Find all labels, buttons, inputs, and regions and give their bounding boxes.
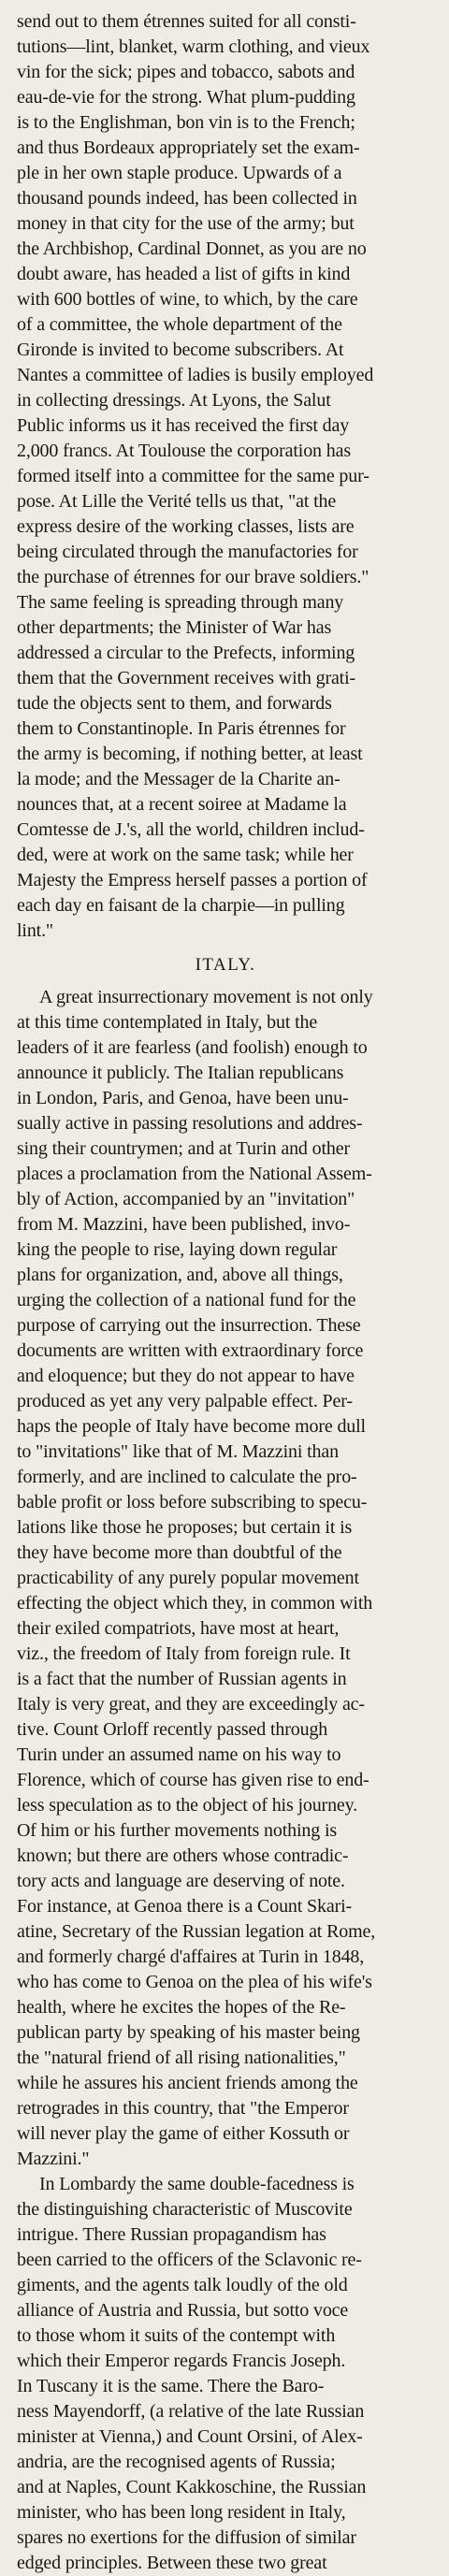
text-line: bly of Action, accompanied by an "invitation"	[17, 1189, 355, 1209]
text-line: pose. At Lille the Verité tells us that, "at the	[17, 491, 337, 512]
text-line: been carried to the officers of the Sclavonic re-	[17, 2250, 362, 2270]
text-line: Turin under an assumed name on his way to	[17, 1744, 341, 1765]
text-line: giments, and the agents talk loudly of the old	[17, 2275, 348, 2295]
text-line: who has come to Genoa on the plea of his wife's	[17, 1972, 372, 1992]
text-line: atine, Secretary of the Russian legation at Rome,	[17, 1921, 376, 1942]
text-line: known; but there are others whose contradic-	[17, 1845, 349, 1866]
text-line: purpose of carrying out the insurrection. These	[17, 1315, 361, 1336]
text-line: of a committee, the whole department of the	[17, 314, 342, 335]
text-line: their exiled compatriots, have most at heart,	[17, 1618, 340, 1639]
text-line: to "invitations" like that of M. Mazzini than	[17, 1441, 339, 1462]
text-line: Majesty the Empress herself passes a portion of	[17, 870, 368, 890]
text-line: they have become more than doubtful of the	[17, 1542, 342, 1563]
text-line: each day en faisant de la charpie—in pulling	[17, 895, 345, 916]
text-line: doubt aware, has headed a list of gifts in kind	[17, 264, 351, 284]
text-line: alliance of Austria and Russia, but sotto voce	[17, 2300, 349, 2321]
text-line: send out to them étrennes suited for all consti-	[17, 11, 356, 32]
text-line: the Archbishop, Cardinal Donnet, as you are no	[17, 239, 367, 259]
text-line: thousand pounds indeed, has been collected in	[17, 188, 357, 209]
text-line: tory acts and language are deserving of note.	[17, 1871, 345, 1891]
text-line: minister, who has been long resident in Italy,	[17, 2502, 346, 2523]
text-line: will never play the game of either Kossuth or	[17, 2123, 350, 2144]
text-line: 2,000 francs. At Toulouse the corporation has	[17, 441, 351, 461]
text-line: publican party by speaking of his master being	[17, 2022, 360, 2043]
text-line: while he assures his ancient friends among the	[17, 2073, 358, 2093]
section-heading-italy: ITALY.	[195, 955, 256, 975]
text-line: places a proclamation from the National Assem-	[17, 1164, 372, 1184]
text-line: Italy is very great, and they are exceedingly ac-	[17, 1694, 365, 1715]
text-line: lations like those he proposes; but certain it is	[17, 1517, 353, 1538]
text-line: retrogrades in this country, that "the Emperor	[17, 2098, 349, 2119]
text-line: documents are written with extraordinary force	[17, 1340, 364, 1361]
text-line: ple in her own staple produce. Upwards of a	[17, 163, 342, 183]
text-line: and thus Bordeaux appropriately set the exam-	[17, 137, 360, 158]
text-line: is to the Englishman, bon vin is to the French;	[17, 112, 355, 133]
text-line: from M. Mazzini, have been published, invo-	[17, 1214, 351, 1235]
text-line: tude the objects sent to them, and forwards	[17, 693, 332, 714]
text-line: The same feeling is spreading through many	[17, 592, 344, 613]
text-line: formerly, and are inclined to calculate the pro-	[17, 1467, 357, 1487]
text-line: spares no exertions for the diffusion of similar	[17, 2527, 356, 2548]
text-line: Gironde is invited to become subscribers. At	[17, 340, 344, 360]
text-line: intrigue. There Russian propagandism has	[17, 2224, 326, 2245]
text-line: sually active in passing resolutions and addres-	[17, 1113, 363, 1134]
text-line: produced as yet any very palpable effect. Per-	[17, 1391, 353, 1411]
text-line: them that the Government receives with grati-	[17, 668, 356, 688]
text-line: formed itself into a committee for the same pur-	[17, 466, 369, 486]
text-line: lint."	[17, 920, 53, 941]
text-line: nounces that, at a recent soiree at Madame la	[17, 794, 347, 815]
text-line: tive. Count Orloff recently passed through	[17, 1719, 328, 1740]
text-line: A great insurrectionary movement is not only	[39, 987, 373, 1007]
text-line: the purchase of étrennes for our brave soldiers."	[17, 567, 369, 587]
text-line: For instance, at Genoa there is a Count Skari-	[17, 1896, 353, 1917]
text-line: to those whom it suits of the contempt with	[17, 2325, 336, 2346]
text-line: health, where he excites the hopes of the Re-	[17, 1997, 346, 2018]
text-line: eau-de-vie for the strong. What plum-pudding	[17, 87, 355, 108]
text-line: addressed a circular to the Prefects, informing	[17, 643, 355, 663]
text-line: leaders of it are fearless (and foolish) enough to	[17, 1037, 368, 1058]
text-line: and eloquence; but they do not appear to have	[17, 1366, 355, 1386]
text-line: is a fact that the number of Russian agents in	[17, 1669, 347, 1689]
text-line: andria, are the recognised agents of Russia;	[17, 2452, 336, 2472]
text-line: other departments; the Minister of War has	[17, 617, 332, 638]
text-line: Of him or his further movements nothing is	[17, 1820, 337, 1841]
text-line: and formerly chargé d'affaires at Turin in 1848,	[17, 1946, 365, 1967]
italy-paragraph-1	[17, 985, 434, 2172]
text-line: plans for organization, and, above all things,	[17, 1265, 343, 1285]
text-line: Comtesse de J.'s, all the world, children includ-	[17, 819, 365, 840]
text-line: In Lombardy the same double-facedness is	[39, 2174, 355, 2194]
text-line: haps the people of Italy have become more dull	[17, 1416, 366, 1437]
text-line: express desire of the working classes, lists are	[17, 516, 355, 537]
text-line: money in that city for the use of the army; but	[17, 213, 355, 234]
text-line: urging the collection of a national fund for the	[17, 1290, 356, 1310]
text-line: at this time contemplated in Italy, but the	[17, 1012, 318, 1033]
text-line: which their Emperor regards Francis Joseph.	[17, 2351, 346, 2371]
text-line: Mazzini."	[17, 2149, 90, 2169]
text-line: them to Constantinople. In Paris étrennes for	[17, 718, 346, 739]
italy-paragraph-2	[17, 2172, 434, 2576]
text-line: ded, were at work on the same task; while her	[17, 845, 354, 865]
text-line: vin for the sick; pipes and tobacco, sabots and	[17, 62, 355, 82]
text-line: sing their countrymen; and at Turin and other	[17, 1138, 350, 1159]
text-line: practicability of any purely popular movement	[17, 1568, 359, 1588]
text-line: tutions—lint, blanket, warm clothing, and vieux	[17, 36, 370, 57]
text-line: minister at Vienna,) and Count Orsini, of Alex-	[17, 2426, 363, 2447]
text-line: in London, Paris, and Genoa, have been unu-	[17, 1088, 349, 1108]
text-line: the distinguishing characteristic of Muscovite	[17, 2199, 353, 2220]
text-line: Nantes a committee of ladies is busily employed	[17, 365, 374, 385]
text-line: the army is becoming, if nothing better, at least	[17, 744, 363, 764]
text-line: being circulated through the manufactories for	[17, 542, 358, 562]
text-line: and at Naples, Count Kakkoschine, the Russian	[17, 2477, 367, 2497]
text-line: announce it publicly. The Italian republicans	[17, 1063, 344, 1083]
text-line: In Tuscany it is the same. There the Baro-	[17, 2376, 325, 2396]
text-line: effecting the object which they, in common with	[17, 1593, 373, 1614]
france-article-continuation	[17, 9, 434, 944]
text-line: bable profit or loss before subscribing to specu-	[17, 1492, 368, 1512]
text-line: with 600 bottles of wine, to which, by the care	[17, 289, 358, 310]
text-line: la mode; and the Messager de la Charite an-	[17, 769, 340, 789]
text-line: less speculation as to the object of his journey.	[17, 1795, 358, 1816]
text-line: ness Mayendorff, (a relative of the late Russian	[17, 2401, 365, 2422]
text-line: the "natural friend of all rising nationalities,"	[17, 2048, 346, 2068]
text-line: king the people to rise, laying down regular	[17, 1239, 338, 1260]
text-line: Public informs us it has received the first day	[17, 415, 350, 436]
text-line: in collecting dressings. At Lyons, the Salut	[17, 390, 331, 411]
text-line: edged principles. Between these two great	[17, 2553, 327, 2573]
text-line: viz., the freedom of Italy from foreign rule. It	[17, 1643, 351, 1664]
text-line: Florence, which of course has given rise to end-	[17, 1770, 369, 1790]
